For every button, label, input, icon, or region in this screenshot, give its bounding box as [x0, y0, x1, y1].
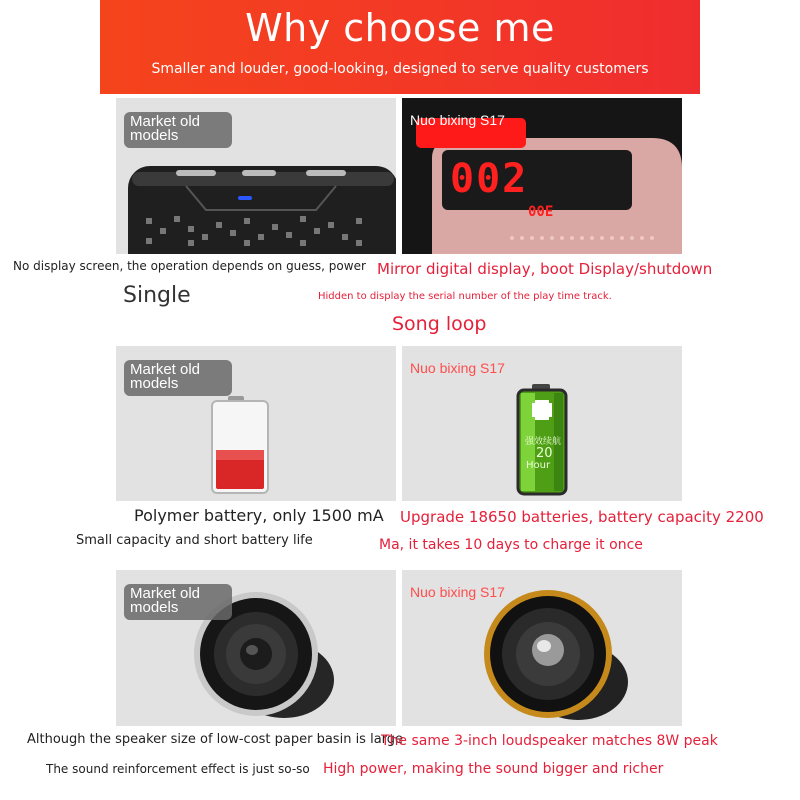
battery-hours: 20 [536, 446, 553, 461]
new-speaker-panel [402, 570, 682, 726]
market-old-models-tag: Market old models [124, 584, 232, 620]
old-speaker-panel [116, 570, 396, 726]
page-title: Why choose me [245, 6, 555, 50]
old-display-desc: No display screen, the operation depends on guess, power [13, 259, 366, 273]
new-display-desc: Mirror digital display, boot Display/shutdown [377, 260, 713, 278]
nuo-bixing-s17-tag: Nuo bixing S17 [410, 360, 505, 376]
old-battery-desc: Polymer battery, only 1500 mA [134, 506, 384, 525]
new-speaker-desc-2: High power, making the sound bigger and richer [323, 761, 664, 777]
new-display-desc-2: Hidden to display the serial number of the play time track. [318, 291, 612, 302]
new-battery-panel [402, 346, 682, 501]
nuo-bixing-s17-tag: Nuo bixing S17 [410, 112, 505, 128]
new-device-panel [402, 98, 682, 254]
header-banner [100, 0, 700, 94]
nuo-bixing-s17-tag: Nuo bixing S17 [410, 584, 505, 600]
old-battery-panel [116, 346, 396, 501]
market-old-models-tag: Market old models [124, 112, 232, 148]
battery-unit: Hour [526, 460, 551, 471]
old-battery-desc-2: Small capacity and short battery life [76, 533, 313, 548]
battery-cn-label: 强效续航 [525, 437, 562, 447]
led-small-digits: 00E [528, 204, 554, 220]
old-speaker-desc-2: The sound reinforcement effect is just so-so [46, 762, 310, 776]
led-digits: 002 [450, 156, 529, 202]
old-device-panel [116, 98, 396, 254]
market-old-models-tag: Market old models [124, 360, 232, 396]
page-subtitle: Smaller and louder, good-looking, designed to serve quality customers [151, 61, 649, 77]
new-battery-desc: Upgrade 18650 batteries, battery capacity 2200 [400, 508, 764, 526]
old-display-desc-2: Single [123, 283, 191, 308]
new-battery-desc-2: Ma, it takes 10 days to charge it once [379, 537, 643, 553]
new-speaker-desc: The same 3-inch loudspeaker matches 8W peak [381, 733, 718, 749]
old-speaker-desc: Although the speaker size of low-cost paper basin is large [27, 732, 404, 747]
new-display-desc-3: Song loop [392, 313, 487, 335]
